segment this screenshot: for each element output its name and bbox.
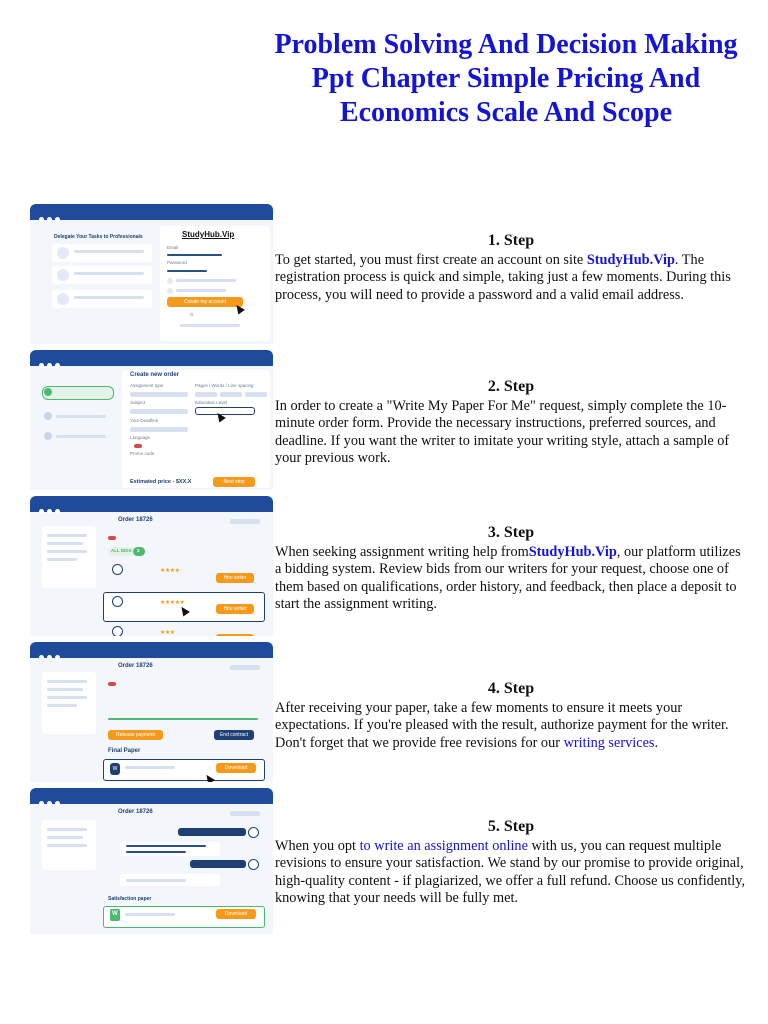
write-assignment-link[interactable]: to write an assignment online — [359, 838, 528, 854]
step-5-screenshot: Order 18726 Satisfaction paper W Download — [30, 788, 273, 934]
google-icon: G — [190, 312, 194, 317]
step-1-screenshot: Delegate Your Tasks to Professionals StudyHub.Vip Email Password Create my account G — [30, 204, 273, 344]
step-text: After receiving your paper, take a few moments to ensure it meets your expectations. If you're pleased with the result, authorize payment for the writer. Don't forget that we provide free revisions for our writing services. — [275, 700, 729, 751]
writing-services-link[interactable]: writing services — [563, 734, 655, 751]
step-text: In order to create a "Write My Paper For Me" request, simply complete the 10-minute order form. Provide the necessary instructions, preferred sources, and deadline. If you want the writer to imitate your writing style, attach a sample of your previous work. — [275, 398, 730, 467]
step-heading: 1. Step — [487, 232, 535, 249]
step-3-screenshot: Order 18726 ALL BIDS 3 ★★★★ Hire writer ★★★★★ Hire writer ★★★ — [30, 496, 273, 636]
window-dots — [39, 209, 69, 215]
step-text: To get started, you must first create an account on site StudyHub.Vip. The registration process is quick and simple, taking just a few moments. During this process, you will need to provide a password and a valid email address. — [275, 252, 731, 303]
word-file-icon: W — [110, 763, 120, 775]
studyhub-link[interactable]: StudyHub.Vip — [528, 544, 617, 560]
brand-logo: StudyHub.Vip — [182, 230, 235, 239]
create-account-button: Create my account — [167, 297, 243, 307]
step-heading: 4. Step — [487, 680, 535, 697]
step-text: When you opt to write an assignment online with us, you can request multiple revisions to ensure your satisfaction. We stand by our promise to provide original, high-quality content - if plagiarized, we offer a full refund. Choose us confidently, knowing that your needs will be fully met. — [275, 838, 746, 907]
step-heading: 5. Step — [487, 818, 535, 835]
step-5 — [275, 817, 747, 908]
step-4 — [275, 679, 747, 752]
thumb-heading: Delegate Your Tasks to Professionals — [54, 234, 143, 240]
step-heading: 3. Step — [487, 524, 535, 541]
step-3 — [275, 523, 747, 614]
step-text: When seeking assignment writing help fromStudyHub.Vip, our platform utilizes a bidding system. Review bids from our writers for your request, choose one of them based on qualifications, order history, and feedback, then place a deposit to start the assignment writing. — [275, 544, 741, 613]
step-2 — [275, 377, 747, 468]
page-title: Problem Solving And Decision Making Ppt Chapter Simple Pricing And Economics Scale And Scope — [274, 29, 738, 128]
step-1 — [275, 231, 747, 304]
step-2-screenshot: Create new order Assignment type Pages / Words / Line spacing Subject Education Level Your Deadline Language Promo code Estimated price - $XX.X Next step — [30, 350, 273, 490]
step-4-screenshot: Order 18726 Release payment End contract Final Paper W Download — [30, 642, 273, 782]
studyhub-link[interactable]: StudyHub.Vip — [586, 252, 675, 268]
step-heading: 2. Step — [487, 378, 535, 395]
